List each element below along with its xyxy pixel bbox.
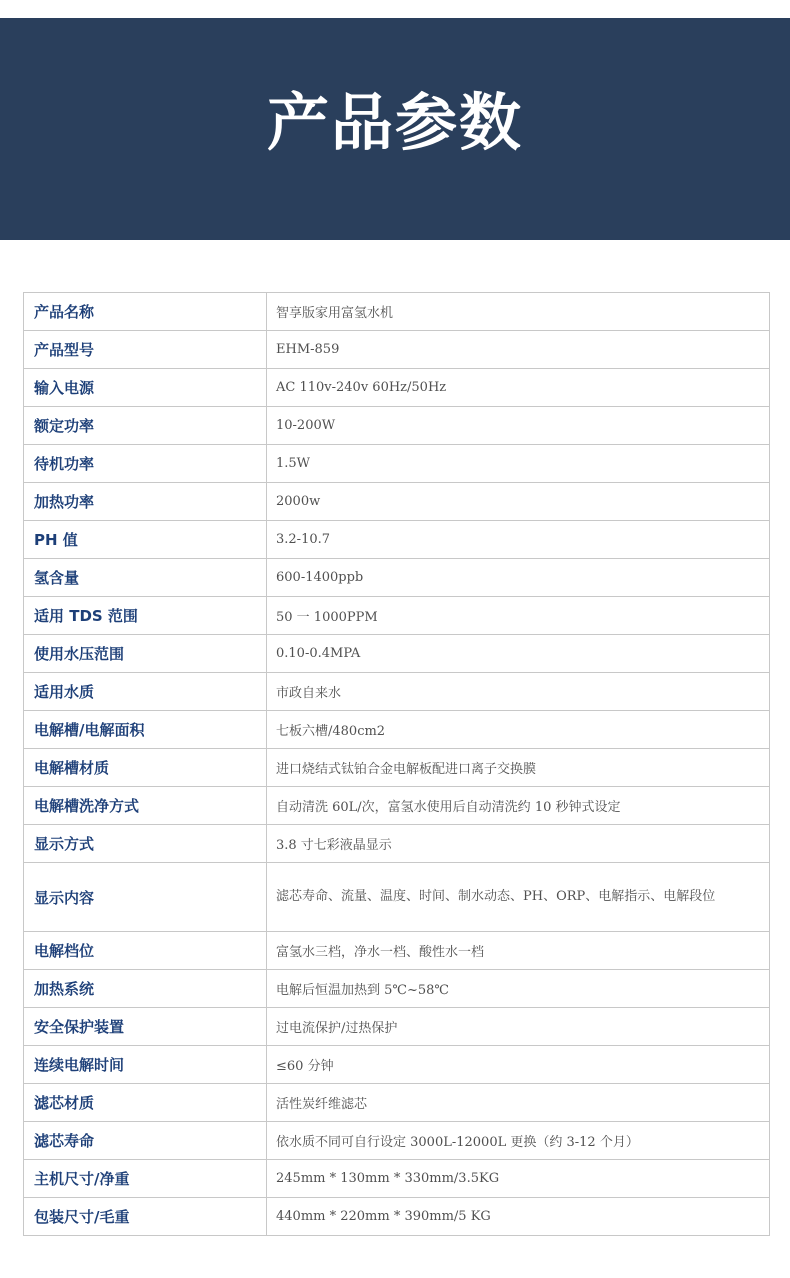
spec-label: 滤芯寿命 [24, 1122, 267, 1160]
spec-label: 包装尺寸/毛重 [24, 1198, 267, 1236]
spec-label: 产品名称 [24, 293, 267, 331]
table-row [24, 863, 770, 932]
spec-value: 10-200W [267, 407, 770, 445]
spec-value: 富氢水三档，净水一档、酸性水一档 [267, 932, 770, 970]
table-row [24, 825, 770, 863]
table-row [24, 1008, 770, 1046]
spec-value: 245mm * 130mm * 330mm/3.5KG [267, 1160, 770, 1198]
spec-value: 滤芯寿命、流量、温度、时间、制水动态、PH、ORP、电解指示、电解段位 [267, 863, 770, 932]
table-row [24, 407, 770, 445]
spec-value: 七板六槽/480cm2 [267, 711, 770, 749]
table-row [24, 445, 770, 483]
table-row [24, 483, 770, 521]
spec-label: 电解槽洗净方式 [24, 787, 267, 825]
spec-value: 电解后恒温加热到 5℃~58℃ [267, 970, 770, 1008]
spec-value: 市政自来水 [267, 673, 770, 711]
table-row [24, 711, 770, 749]
spec-label: 显示内容 [24, 863, 267, 932]
spec-label: 加热功率 [24, 483, 267, 521]
spec-label: 连续电解时间 [24, 1046, 267, 1084]
table-row [24, 970, 770, 1008]
header-banner [0, 18, 790, 240]
spec-value: 过电流保护/过热保护 [267, 1008, 770, 1046]
spec-label: 安全保护装置 [24, 1008, 267, 1046]
spec-value: 600-1400ppb [267, 559, 770, 597]
spec-value: EHM-859 [267, 331, 770, 369]
spec-label: 滤芯材质 [24, 1084, 267, 1122]
spec-value: 进口烧结式钛铂合金电解板配进口离子交换膜 [267, 749, 770, 787]
table-row [24, 1046, 770, 1084]
spec-label: 使用水压范围 [24, 635, 267, 673]
spec-label: 氢含量 [24, 559, 267, 597]
table-row [24, 673, 770, 711]
table-row [24, 787, 770, 825]
spec-label: PH 值 [24, 521, 267, 559]
table-row [24, 597, 770, 635]
spec-value: 智享版家用富氢水机 [267, 293, 770, 331]
spec-value: 依水质不同可自行设定 3000L-12000L 更换（约 3-12 个月） [267, 1122, 770, 1160]
spec-value: ≤60 分钟 [267, 1046, 770, 1084]
spec-value: 440mm * 220mm * 390mm/5 KG [267, 1198, 770, 1236]
spec-value: 2000w [267, 483, 770, 521]
spec-label: 电解槽材质 [24, 749, 267, 787]
spec-table [23, 292, 770, 1236]
spec-label: 显示方式 [24, 825, 267, 863]
table-row [24, 1198, 770, 1236]
table-row [24, 559, 770, 597]
spec-label: 电解槽/电解面积 [24, 711, 267, 749]
table-row [24, 635, 770, 673]
spec-label: 产品型号 [24, 331, 267, 369]
spec-label: 待机功率 [24, 445, 267, 483]
spec-label: 适用 TDS 范围 [24, 597, 267, 635]
table-row [24, 369, 770, 407]
spec-value: AC 110v-240v 60Hz/50Hz [267, 369, 770, 407]
table-row [24, 932, 770, 970]
table-row [24, 749, 770, 787]
spec-value: 1.5W [267, 445, 770, 483]
page-title: 产品参数 [266, 86, 523, 159]
spec-label: 电解档位 [24, 932, 267, 970]
table-row [24, 1084, 770, 1122]
spec-label: 输入电源 [24, 369, 267, 407]
spec-value: 50 一 1000PPM [267, 597, 770, 635]
table-row [24, 521, 770, 559]
spec-label: 加热系统 [24, 970, 267, 1008]
table-row [24, 293, 770, 331]
spec-label: 额定功率 [24, 407, 267, 445]
table-row [24, 331, 770, 369]
spec-value: 3.8 寸七彩液晶显示 [267, 825, 770, 863]
spec-value: 3.2-10.7 [267, 521, 770, 559]
table-row [24, 1122, 770, 1160]
spec-label: 主机尺寸/净重 [24, 1160, 267, 1198]
table-row [24, 1160, 770, 1198]
spec-value: 自动清洗 60L/次，富氢水使用后自动清洗约 10 秒钟式设定 [267, 787, 770, 825]
spec-label: 适用水质 [24, 673, 267, 711]
spec-value: 0.10-0.4MPA [267, 635, 770, 673]
spec-value: 活性炭纤维滤芯 [267, 1084, 770, 1122]
